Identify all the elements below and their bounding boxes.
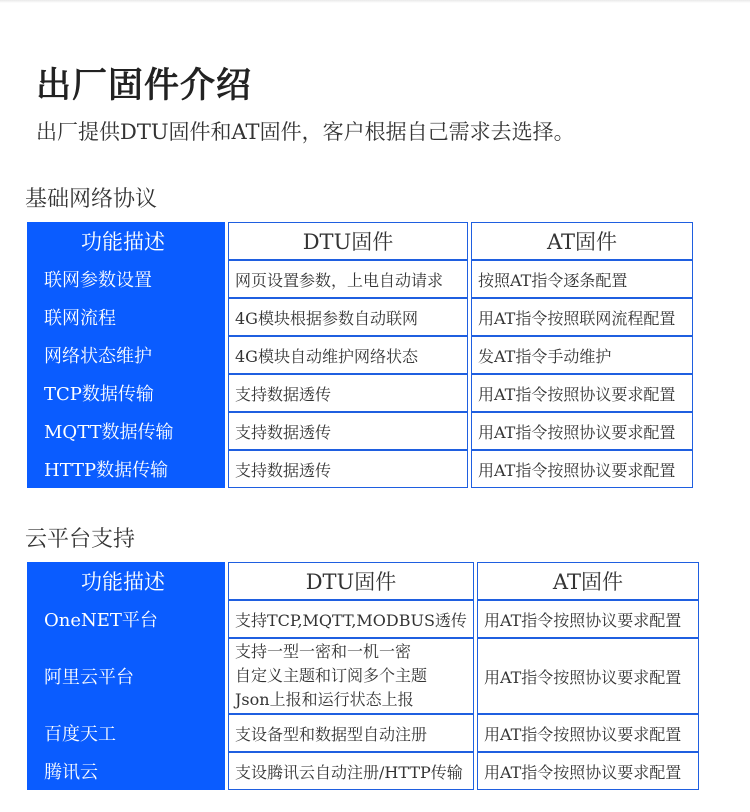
table-row bbox=[27, 714, 699, 752]
at-cell: 用AT指令按照协议要求配置 bbox=[477, 752, 699, 790]
row-label: 腾讯云 bbox=[27, 752, 225, 790]
row-label: HTTP数据传输 bbox=[27, 450, 225, 488]
dtu-cell: 支持TCP,MQTT,MODBUS透传 bbox=[228, 600, 474, 638]
dtu-cell: 4G模块根据参数自动联网 bbox=[228, 298, 468, 336]
at-cell: 用AT指令按照联网流程配置 bbox=[471, 298, 693, 336]
at-cell: 按照AT指令逐条配置 bbox=[471, 260, 693, 298]
row-label: MQTT数据传输 bbox=[27, 412, 225, 450]
dtu-cell: 支设腾讯云自动注册/HTTP传输 bbox=[228, 752, 474, 790]
top-divider bbox=[0, 0, 750, 3]
dtu-cell: 网页设置参数，上电自动请求 bbox=[228, 260, 468, 298]
row-label: 联网参数设置 bbox=[27, 260, 225, 298]
dtu-line: 自定义主题和订阅多个主题 bbox=[235, 666, 428, 685]
dtu-line: 支持一型一密和一机一密 bbox=[235, 642, 412, 661]
table-row bbox=[27, 374, 693, 412]
at-cell: 发AT指令手动维护 bbox=[471, 336, 693, 374]
table-row bbox=[27, 336, 693, 374]
table-row bbox=[27, 450, 693, 488]
dtu-cell bbox=[228, 638, 474, 714]
row-label: 联网流程 bbox=[27, 298, 225, 336]
table-row bbox=[27, 600, 699, 638]
row-label: 百度天工 bbox=[27, 714, 225, 752]
table-row bbox=[27, 412, 693, 450]
table-row bbox=[27, 752, 699, 790]
at-cell: 用AT指令按照协议要求配置 bbox=[477, 714, 699, 752]
at-cell: 用AT指令按照协议要求配置 bbox=[477, 638, 699, 714]
section-title-cloud: 云平台支持 bbox=[25, 527, 136, 552]
cloud-platform-table bbox=[24, 562, 702, 790]
table-row bbox=[27, 260, 693, 298]
page-subtitle: 出厂提供DTU固件和AT固件，客户根据自己需求去选择。 bbox=[36, 120, 575, 144]
section-title-network: 基础网络协议 bbox=[25, 187, 158, 212]
at-cell: 用AT指令按照协议要求配置 bbox=[471, 450, 693, 488]
header-at: AT固件 bbox=[477, 562, 699, 600]
table-row bbox=[27, 638, 699, 714]
network-protocol-table bbox=[24, 222, 696, 488]
header-dtu: DTU固件 bbox=[228, 562, 474, 600]
dtu-cell: 支持数据透传 bbox=[228, 412, 468, 450]
table-header-row bbox=[27, 562, 699, 600]
dtu-line: Json上报和运行状态上报 bbox=[235, 690, 414, 709]
header-dtu: DTU固件 bbox=[228, 222, 468, 260]
dtu-cell: 4G模块自动维护网络状态 bbox=[228, 336, 468, 374]
header-at: AT固件 bbox=[471, 222, 693, 260]
table-header-row bbox=[27, 222, 693, 260]
at-cell: 用AT指令按照协议要求配置 bbox=[471, 374, 693, 412]
row-label: OneNET平台 bbox=[27, 600, 225, 638]
table-row bbox=[27, 298, 693, 336]
at-cell: 用AT指令按照协议要求配置 bbox=[477, 600, 699, 638]
dtu-cell: 支设备型和数据型自动注册 bbox=[228, 714, 474, 752]
header-function: 功能描述 bbox=[27, 562, 225, 600]
dtu-cell: 支持数据透传 bbox=[228, 450, 468, 488]
row-label: 网络状态维护 bbox=[27, 336, 225, 374]
page-title: 出厂固件介绍 bbox=[36, 66, 253, 106]
row-label: 阿里云平台 bbox=[27, 638, 225, 714]
at-cell: 用AT指令按照协议要求配置 bbox=[471, 412, 693, 450]
row-label: TCP数据传输 bbox=[27, 374, 225, 412]
header-function: 功能描述 bbox=[27, 222, 225, 260]
dtu-cell: 支持数据透传 bbox=[228, 374, 468, 412]
